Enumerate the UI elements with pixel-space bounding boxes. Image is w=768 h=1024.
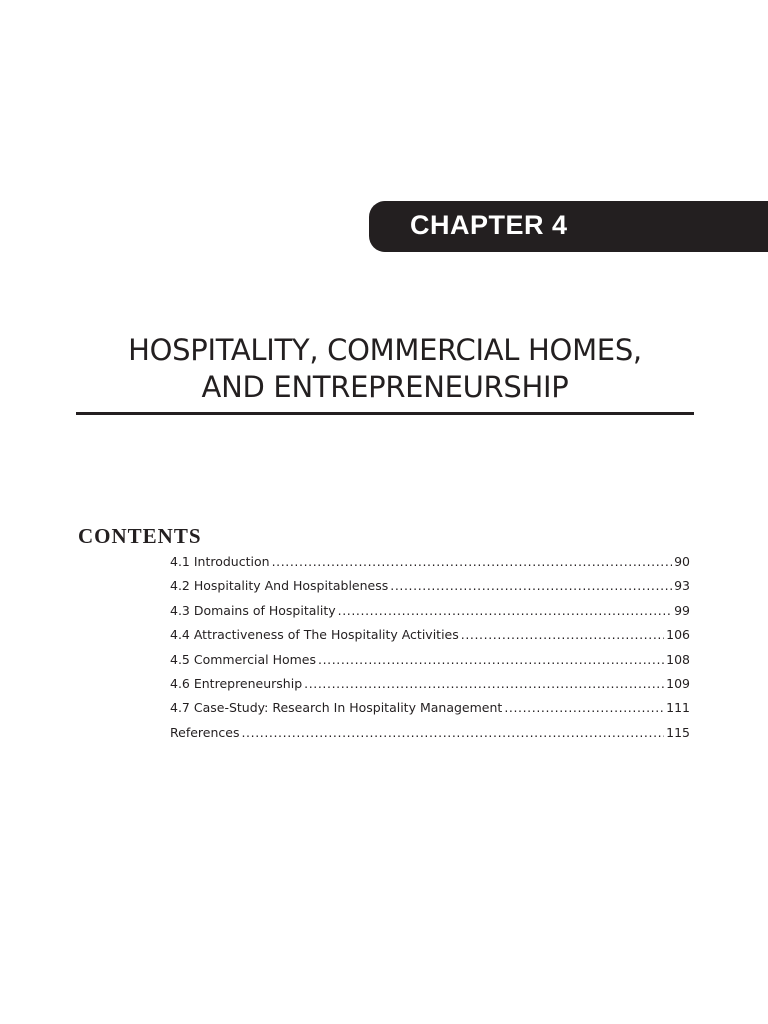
toc-entry-page: 90 <box>674 554 690 569</box>
toc-dot-leader <box>504 700 664 715</box>
toc-entry-page: 115 <box>666 724 690 740</box>
toc-entry-page: 109 <box>666 675 690 691</box>
toc-entry-references <box>170 725 690 749</box>
toc-entry-hospitality-and-hospitableness <box>170 578 690 602</box>
table-of-contents <box>170 554 690 749</box>
toc-entry-label: 4.5 Commercial Homes <box>170 651 317 667</box>
toc-dot-leader <box>338 603 672 618</box>
toc-entry-attractiveness <box>170 627 690 651</box>
toc-entry-page: 111 <box>666 700 690 716</box>
contents-heading: CONTENTS <box>78 524 202 548</box>
toc-entry-commercial-homes <box>170 652 690 676</box>
toc-dot-leader <box>272 554 673 569</box>
chapter-label: CHAPTER 4 <box>410 210 568 240</box>
toc-entry-case-study <box>170 700 690 724</box>
toc-entry-label: 4.3 Domains of Hospitality <box>170 602 336 618</box>
chapter-tab <box>369 201 768 252</box>
toc-entry-label: References <box>170 724 240 740</box>
toc-entry-domains-of-hospitality <box>170 603 690 627</box>
toc-entry-label: 4.7 Case-Study: Research In Hospitality Management <box>170 700 503 716</box>
chapter-title-line-2: AND ENTREPRENEURSHIP <box>201 370 569 404</box>
toc-entry-page: 99 <box>674 602 690 618</box>
toc-dot-leader <box>318 652 664 667</box>
toc-entry-label: 4.6 Entrepreneurship <box>170 675 303 691</box>
toc-entry-page: 106 <box>666 627 690 643</box>
toc-entry-entrepreneurship <box>170 676 690 700</box>
toc-dot-leader <box>304 676 664 691</box>
chapter-title-line-1: HOSPITALITY, COMMERCIAL HOMES, <box>128 333 642 367</box>
title-divider <box>76 412 694 415</box>
toc-entry-label: 4.1 Introduction <box>170 554 270 569</box>
toc-dot-leader <box>390 578 672 593</box>
toc-dot-leader <box>461 627 664 642</box>
toc-entry-introduction <box>170 554 690 578</box>
toc-entry-label: 4.2 Hospitality And Hospitableness <box>170 578 389 594</box>
toc-dot-leader <box>241 725 664 740</box>
toc-entry-page: 93 <box>674 578 690 594</box>
toc-entry-page: 108 <box>666 651 690 667</box>
toc-entry-label: 4.4 Attractiveness of The Hospitality Activities <box>170 627 459 643</box>
chapter-title <box>76 332 694 406</box>
